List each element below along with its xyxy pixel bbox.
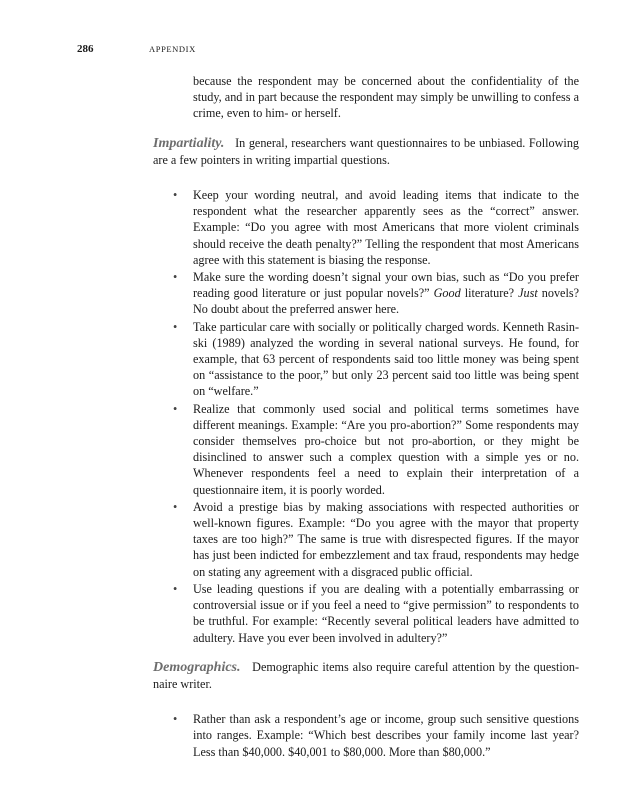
impartiality-intro-text: In general, researchers want questionnaires to be unbiased. Following are a few pointers in writing impartial questions. bbox=[153, 135, 580, 167]
impartiality-section bbox=[153, 135, 579, 646]
list-item: • Avoid a prestige bias by making associations with respected authorities or well-known figures. Example: “Do you agree with the mayor that property taxes are too high?” The same is true with disrespected figures. If the mayor has just been indicted for embezzlement and tax fraud, respondents may hedge on stating any agreement with a disgraced public official. bbox=[173, 499, 579, 579]
demographics-bullet-list bbox=[153, 711, 579, 760]
page-header bbox=[77, 43, 597, 55]
bullet-icon: • bbox=[173, 712, 178, 727]
list-item: • Realize that commonly used social and political terms sometimes have different meanings. Example: “Are you pro-abortion?” Some respondents may consider themselves pro-choice but not pro-abortion, or they might be disinclined to answer such a complex question with a simple yes or no. Whenever respondents feel a need to explain their interpretation of a questionnaire item, it is poorly worded. bbox=[173, 401, 579, 497]
impartiality-intro bbox=[153, 135, 579, 168]
page-number: 286 bbox=[77, 43, 94, 55]
running-head: APPENDIX bbox=[149, 44, 196, 54]
bullet-icon: • bbox=[173, 581, 178, 596]
bullet-icon: • bbox=[173, 188, 178, 203]
impartiality-bullet-list bbox=[153, 187, 579, 646]
list-item: • Rather than ask a respondent’s age or income, group such sensitive questions into ranges. Example: “Which best describes your family income last year? Less than $40,000. $40,001 to $80,000. More than $80,000.” bbox=[173, 712, 579, 759]
demographics-heading: Demographics. bbox=[153, 659, 241, 675]
bullet-icon: • bbox=[173, 499, 178, 514]
bullet-icon: • bbox=[173, 401, 178, 416]
list-item: • Make sure the wording doesn’t signal your own bias, such as “Do you prefer reading good literature or just popular novels?” Good literature? Just novels? No doubt about the preferred answer here. bbox=[173, 270, 579, 317]
list-item: • Take particular care with socially or politically charged words. Kenneth Rasinski (1989) analyzed the wording in several national surveys. He found, for example, that 63 percent of respondents said too little money was being spent on “assistance to the poor,” but only 23 percent said too little was being spent on “welfare.” bbox=[173, 319, 579, 399]
continued-paragraph: because the respondent may be concerned about the confidentiality of the study, and in part because the respondent may simply be unwilling to confess a crime, even to him- or herself. bbox=[193, 74, 579, 121]
bullet-icon: • bbox=[173, 319, 178, 334]
list-item: • Use leading questions if you are dealing with a potentially embarrassing or controversial issue or if you feel a need to “give permission” to respondents to be truthful. For example: “Recently several political leaders have admitted to adultery. Have you ever been involved in adultery?” bbox=[173, 581, 579, 645]
bullet-icon: • bbox=[173, 270, 178, 285]
demographics-intro-text: Demographic items also require careful attention by the questionnaire writer. bbox=[153, 659, 579, 691]
demographics-intro bbox=[153, 659, 579, 692]
list-item: • Keep your wording neutral, and avoid leading items that indicate to the respondent what the researcher apparently sees as the “correct” answer. Example: “Do you agree with most Americans that more violent criminals should receive the death penalty?” Telling the respondent that most Americans agree with this statement is biasing the response. bbox=[173, 188, 579, 267]
impartiality-heading: Impartiality. bbox=[153, 135, 225, 151]
demographics-section bbox=[153, 659, 579, 760]
page-body bbox=[153, 73, 579, 761]
